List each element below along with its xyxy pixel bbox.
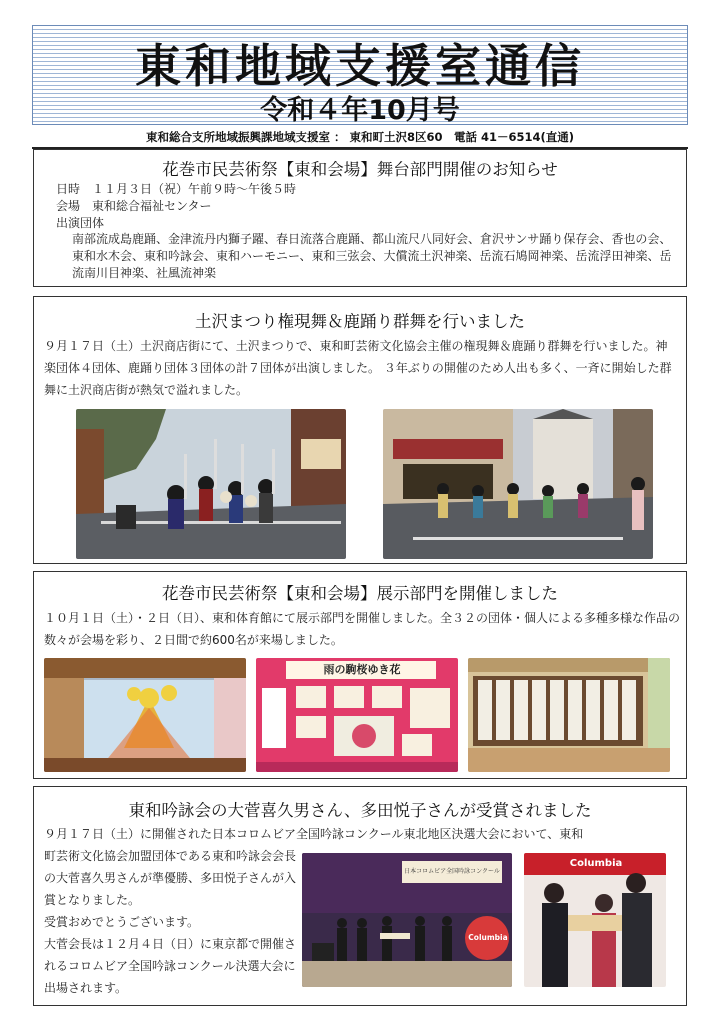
congrats-text: 受賞おめでとうございます。 xyxy=(44,915,200,929)
photo-award-presentation xyxy=(524,853,666,987)
event-date: 日時 １１月３日（祝）午前９時～午後５時 xyxy=(56,182,297,196)
section4-body-more: 大菅会長は１２月４日（日）に東京都で開催されるコロムビア全国吟詠コンクール決選大会に出場されます。 xyxy=(44,937,297,995)
photo-award-stage xyxy=(302,853,512,987)
section1-title: 花巻市民芸術祭【東和会場】舞台部門開催のお知らせ xyxy=(162,160,558,179)
photo-street-dance-2 xyxy=(383,409,653,559)
contest-banner: 日本コロムビア全国吟詠コンクール xyxy=(404,868,500,875)
section2-body: ９月１７日（土）土沢商店街にて、土沢まつりで、東和町芸術文化協会主催の権現舞＆鹿踊り群舞を行いました。神楽団体４団体、鹿踊り団体３団体の計７団体が出演しました。 ３年ぶりの開催のため人出も多く、一斉に開始した群舞に土沢商店街が熱気で溢れました。 xyxy=(44,339,672,397)
section4-body-lead: ９月１７日（土）に開催された日本コロムビア全国吟詠コンクール東北地区決選大会において、東和 xyxy=(44,827,584,841)
photo-hall-display xyxy=(468,658,670,772)
photo-calligraphy-board xyxy=(256,658,458,772)
section-matsuri xyxy=(33,296,687,564)
masthead xyxy=(32,25,688,125)
publisher-line: 東和総合支所地域振興課地域支援室 ： 東和町土沢8区60 電話 41－6514(直通) xyxy=(32,129,688,149)
issue-label: 令和４年10月号 xyxy=(260,95,460,126)
section3-body: １０月１日（土）・２日（日）、東和体育館にて展示部門を開催しました。全３２の団体・個人による多種多様な作品の数々が会場を彩り、２日間で約600名が来場しました。 xyxy=(44,611,681,647)
photo-flower-display xyxy=(44,658,246,772)
section-exhibition xyxy=(33,571,687,779)
section2-title: 土沢まつり権現舞＆鹿踊り群舞を行いました xyxy=(195,312,525,331)
newsletter-title: 東和地域支援室通信 xyxy=(135,39,585,93)
groups-label: 出演団体 xyxy=(56,216,105,230)
section-stage-notice xyxy=(33,149,687,287)
calligraphy-caption: 雨の駒桜ゆき花 xyxy=(323,663,401,676)
section-award xyxy=(33,786,687,1006)
columbia-logo: Columbia xyxy=(468,933,508,942)
section4-body-wrap: 町芸術文化協会加盟団体である東和吟詠会会長の大菅喜久男さんが準優勝、多田悦子さんが入賞となりました。 xyxy=(44,849,297,907)
event-venue: 会場 東和総合福祉センター xyxy=(56,199,212,213)
groups-list: 南部流成島鹿踊、金津流丹内獅子躍、春日流落合鹿踊、都山流尺八同好会、倉沢サンサ踊り保存会、香也の会、東和水木会、東和吟詠会、東和ハーモニー、東和三弦会、大償流土沢神楽、岳流石鳩岡神楽、岳流浮田神楽、岳流南川目神楽、社風流神楽 xyxy=(72,232,672,280)
section4-title: 東和吟詠会の大菅喜久男さん、多田悦子さんが受賞されました xyxy=(128,801,592,820)
section3-title: 花巻市民芸術祭【東和会場】展示部門を開催しました xyxy=(162,584,558,603)
columbia-banner-photo: Columbia xyxy=(569,858,623,869)
photo-street-dance-1 xyxy=(76,409,346,559)
